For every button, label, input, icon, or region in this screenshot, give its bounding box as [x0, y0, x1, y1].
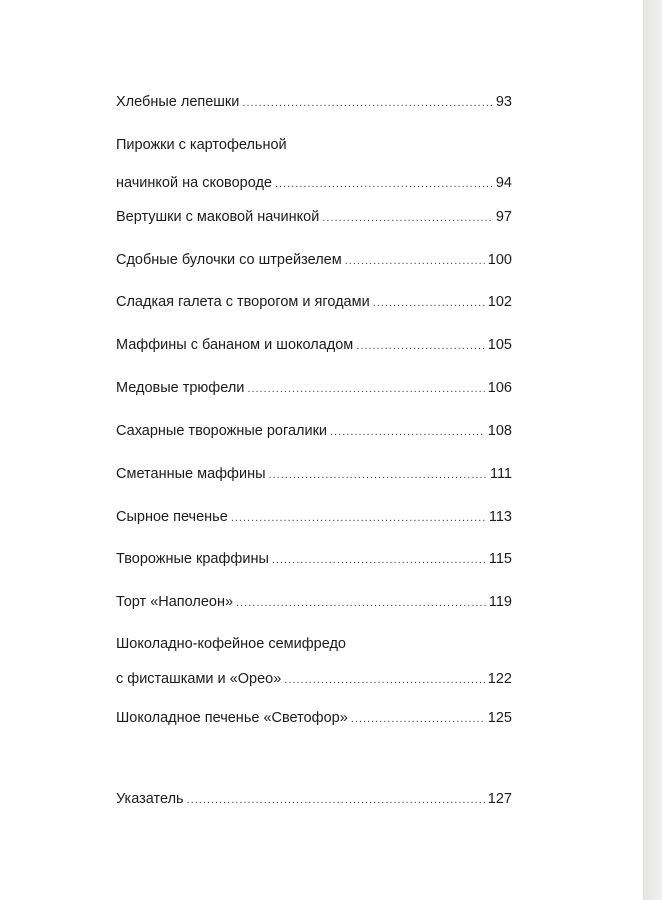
- toc-dot-leader: [187, 789, 485, 811]
- toc-dot-leader: [345, 250, 485, 272]
- toc-entry-title: Указатель: [116, 791, 184, 807]
- toc-entry[interactable]: [116, 707, 512, 729]
- toc-entry[interactable]: [116, 249, 512, 271]
- toc-entry-title: с фисташками и «Орео»: [116, 671, 282, 687]
- toc-dot-leader: [356, 335, 485, 357]
- toc-entry-title-line1: Пирожки с картофельной: [116, 137, 287, 153]
- toc-entry[interactable]: [116, 206, 512, 228]
- toc-entry[interactable]: [116, 291, 512, 313]
- page-edge-shadow: [643, 0, 662, 900]
- toc-dot-leader: [272, 549, 486, 571]
- toc-dot-leader: [275, 173, 493, 195]
- toc-page-number: 111: [489, 466, 512, 482]
- toc-page-number: 127: [487, 791, 512, 807]
- toc-page-number: 122: [487, 671, 512, 687]
- toc-page-number: 97: [495, 209, 512, 225]
- toc-entry-title-line1: Шоколадно-кофейное семифредо: [116, 636, 346, 652]
- toc-page-number: 108: [487, 423, 512, 439]
- toc-page-number: 100: [487, 252, 512, 268]
- toc-entry[interactable]: [116, 633, 512, 690]
- toc-page-number: 94: [495, 175, 512, 191]
- toc-entry-title: Торт «Наполеон»: [116, 594, 234, 610]
- toc-entry[interactable]: [116, 420, 512, 442]
- toc-entry-title: Сахарные творожные рогалики: [116, 423, 328, 439]
- toc-entry-title: Сметанные маффины: [116, 466, 266, 482]
- toc-page-number: 119: [488, 594, 512, 610]
- toc-entry[interactable]: [116, 463, 512, 485]
- toc-entry-title: Шоколадное печенье «Светофор»: [116, 710, 348, 726]
- toc-page-number: 105: [487, 337, 512, 353]
- toc-entry[interactable]: [116, 506, 512, 528]
- toc-dot-leader: [373, 292, 485, 314]
- toc-dot-leader: [247, 378, 484, 400]
- table-of-contents: [116, 0, 512, 900]
- toc-entry[interactable]: [116, 377, 512, 399]
- toc-dot-leader: [322, 207, 493, 229]
- toc-dot-leader: [284, 669, 485, 691]
- toc-page-number: 102: [487, 294, 512, 310]
- toc-entry-title: начинкой на сковороде: [116, 175, 272, 191]
- toc-entry[interactable]: [116, 91, 512, 113]
- toc-dot-leader: [351, 708, 485, 730]
- toc-entry[interactable]: [116, 591, 512, 613]
- toc-entry-index[interactable]: [116, 788, 512, 810]
- toc-entry-title: Хлебные лепешки: [116, 94, 240, 110]
- toc-entry[interactable]: [116, 134, 512, 194]
- toc-page-number: 93: [495, 94, 512, 110]
- toc-dot-leader: [236, 592, 486, 614]
- toc-dot-leader: [242, 92, 492, 114]
- toc-entry[interactable]: [116, 334, 512, 356]
- toc-dot-leader: [269, 464, 487, 486]
- toc-dot-leader: [231, 507, 486, 529]
- toc-entry[interactable]: [116, 548, 512, 570]
- toc-entry-title: Маффины с бананом и шоколадом: [116, 337, 354, 353]
- toc-page-number: 106: [487, 380, 512, 396]
- toc-entry-title: Сладкая галета с творогом и ягодами: [116, 294, 370, 310]
- toc-entry-title: Творожные краффины: [116, 551, 269, 567]
- toc-entry-title: Медовые трюфели: [116, 380, 245, 396]
- toc-page-number: 113: [488, 509, 512, 525]
- toc-page-number: 115: [488, 551, 512, 567]
- toc-entry-title: Сырное печенье: [116, 509, 228, 525]
- toc-page-number: 125: [487, 710, 512, 726]
- toc-dot-leader: [330, 421, 485, 443]
- toc-entry-title: Сдобные булочки со штрейзелем: [116, 252, 342, 268]
- toc-entry-title: Вертушки с маковой начинкой: [116, 209, 320, 225]
